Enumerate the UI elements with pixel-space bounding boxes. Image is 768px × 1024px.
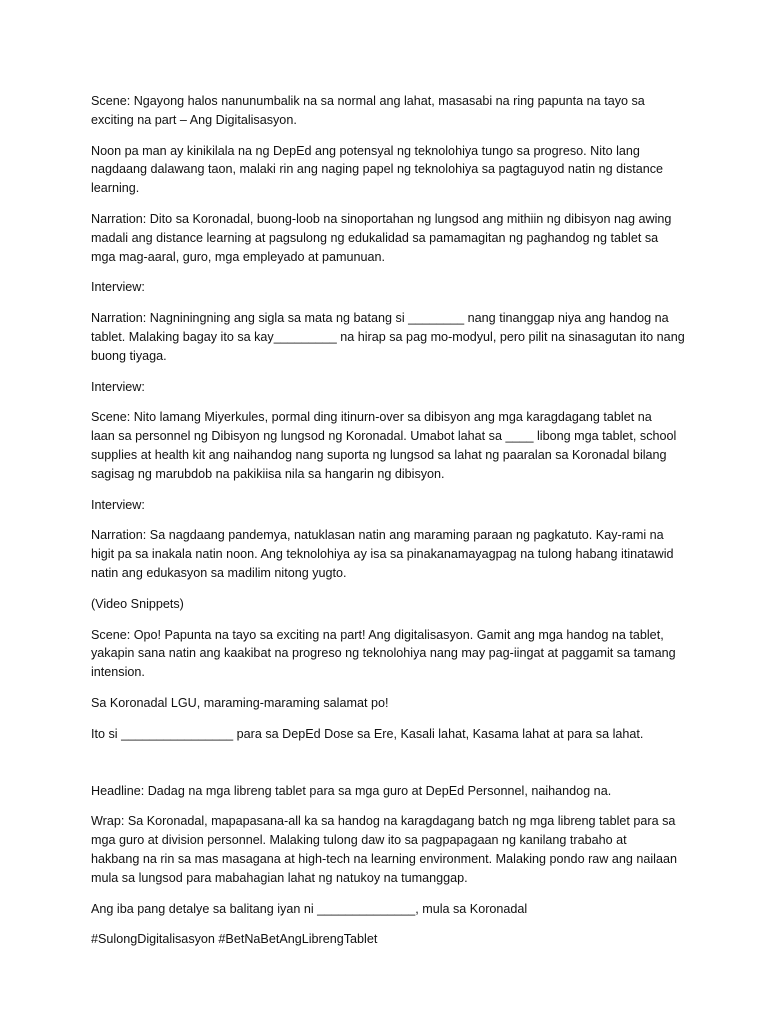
narration-pandemic-paragraph: Narration: Sa nagdaang pandemya, natuklasan natin ang maraming paraan ng pagkatuto. Kay-rami na higit pa sa inakala natin noon. Ang teknolohiya ay isa sa pinakanamayagpag na tulong habang itinatawid natin ang edukasyon sa madilim nitong yugto. xyxy=(91,528,674,580)
wrap-paragraph: Wrap: Sa Koronadal, mapapasana-all ka sa handog na karagdagang batch ng mga libreng tablet para sa mga guro at division personnel. Malaking tulong daw ito sa pagpapagaan ng kanilang trabaho at hakbang na rin sa mas masagana at high-tech na learning environment. Malaking pondo raw ang nailaan mula sa lungsod para mabahagian lahat ng natukoy na tumanggap. xyxy=(91,814,677,885)
deped-technology-paragraph: Noon pa man ay kinikilala na ng DepEd ang potensyal ng teknolohiya tungo sa progreso. Nito lang nagdaang dalawang taon, malaki rin ang naging papel ng teknolohiya sa pagtaguyod natin ng distance learning. xyxy=(91,143,664,196)
interview-label-2: Interview: xyxy=(91,379,145,394)
narration-student-paragraph: Narration: Nagniningning ang sigla sa mata ng batang si ________ nang tinanggap niya ang handog na tablet. Malaking bagay ito sa kay_________ na hirap sa pag mo-modyul, pero pilit na sinasagutan ito nang buong tiyaga. xyxy=(91,311,685,363)
scene-intro-paragraph: Scene: Ngayong halos nanunumbalik na sa normal ang lahat, masasabi na ring papunta na tayo sa exciting na part – Ang Digitalisasyon. xyxy=(91,94,645,127)
signoff-paragraph: Ito si ________________ para sa DepEd Dose sa Ere, Kasali lahat, Kasama lahat at para sa lahat. xyxy=(91,726,644,741)
document-page xyxy=(91,92,691,961)
scene-digitalisation-paragraph: Scene: Opo! Papunta na tayo sa exciting na part! Ang digitalisasyon. Gamit ang mga handog na tablet, yakapin sana natin ang kaakibat na progreso ng teknolohiya nang may pag-iingat at paggamit sa tamang intension. xyxy=(91,627,676,680)
thanks-paragraph: Sa Koronadal LGU, maraming-maraming salamat po! xyxy=(91,695,389,710)
interview-label-3: Interview: xyxy=(91,497,145,512)
scene-turnover-paragraph: Scene: Nito lamang Miyerkules, pormal ding itinurn-over sa dibisyon ang mga karagdagang tablet na laan sa personnel ng Dibisyon ng lungsod ng Koronadal. Umabot lahat sa ____ libong mga tablet, school supplies at health kit ang naihandog nang suporta ng lungsod sa lahat ng paaralan sa Koronadal bilang sagisag ng marubdob na pakikiisa nila sa hangarin ng dibisyon. xyxy=(91,410,677,481)
hashtags-paragraph: #SulongDigitalisasyon #BetNaBetAngLibrengTablet xyxy=(91,932,378,947)
interview-label-1: Interview: xyxy=(91,280,145,295)
section-break xyxy=(91,756,691,782)
headline-paragraph: Headline: Dadag na mga libreng tablet para sa mga guro at DepEd Personnel, naihandog na. xyxy=(91,783,612,798)
details-paragraph: Ang iba pang detalye sa balitang iyan ni ______________, mula sa Koronadal xyxy=(91,901,528,916)
narration-koronadal-paragraph: Narration: Dito sa Koronadal, buong-loob na sinoportahan ng lungsod ang mithiin ng dibisyon nag awing madali ang distance learning at pagsulong ng edukalidad sa pamamagitan ng paghandog ng tablet sa mga mag-aaral, guro, mga empleyado at pamunuan. xyxy=(91,211,672,264)
video-snippets-label: (Video Snippets) xyxy=(91,596,184,611)
